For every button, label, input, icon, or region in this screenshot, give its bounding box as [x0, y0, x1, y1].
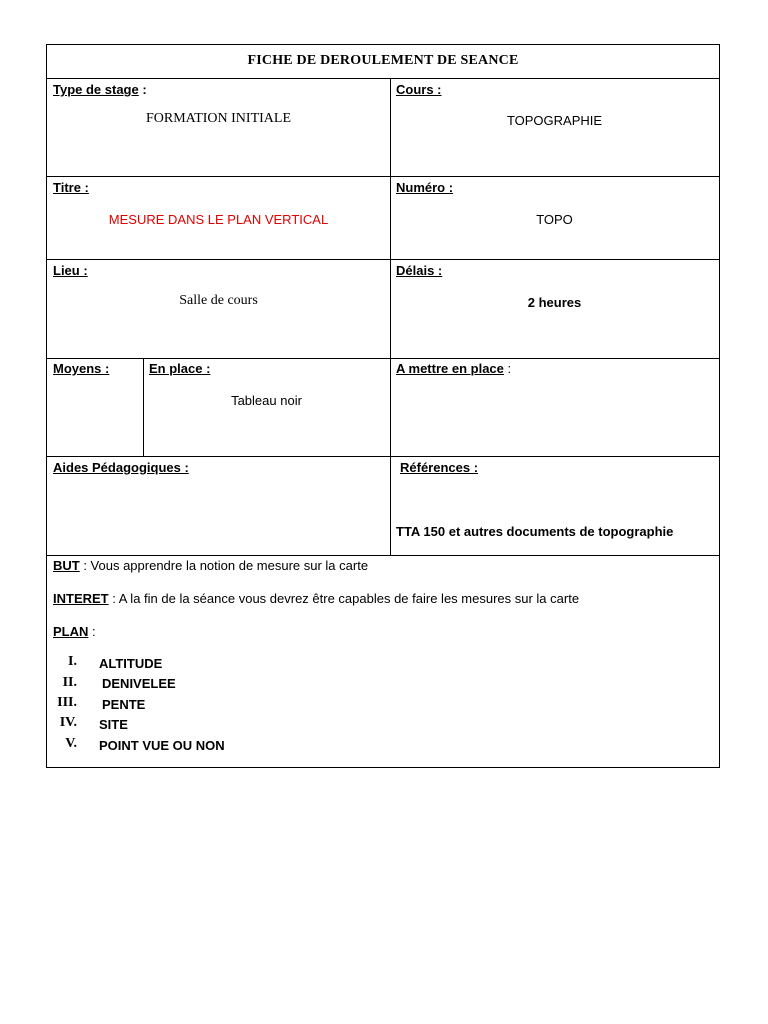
plan-item-number: III. [57, 695, 77, 710]
plan-item-number: II. [62, 675, 77, 690]
aides-label: Aides Pédagogiques : [53, 460, 189, 475]
delais-label: Délais : [396, 263, 443, 278]
cours-value: TOPOGRAPHIE [506, 113, 603, 128]
plan-item-text: DENIVELEE [102, 676, 176, 691]
type-stage-label: Type de stage : [53, 82, 147, 97]
session-sheet [46, 44, 720, 768]
plan-item-text: SITE [99, 717, 128, 732]
plan-item-number: IV. [59, 715, 77, 730]
plan-item-text: PENTE [102, 697, 146, 712]
references-label: Références : [400, 460, 479, 475]
titre-label: Titre : [53, 180, 89, 195]
delais-value: 2 heures [527, 295, 582, 310]
but-line: BUT : Vous apprendre la notion de mesure sur la carte [53, 558, 369, 573]
titre-value: MESURE DANS LE PLAN VERTICAL [108, 212, 329, 227]
en-place-value: Tableau noir [231, 393, 302, 408]
numero-value: TOPO [536, 212, 573, 227]
moyens-label: Moyens : [53, 361, 110, 376]
interet-line: INTERET : A la fin de la séance vous devrez être capables de faire les mesures sur la carte [53, 591, 580, 606]
en-place-label: En place : [149, 361, 211, 376]
plan-label: PLAN : [53, 624, 96, 639]
lieu-value: Salle de cours [179, 293, 258, 308]
lieu-label: Lieu : [53, 263, 88, 278]
cours-label: Cours : [396, 82, 442, 97]
a-mettre-label: A mettre en place : [396, 361, 512, 376]
plan-item-text: ALTITUDE [99, 656, 163, 671]
page-title: FICHE DE DEROULEMENT DE SEANCE [247, 53, 519, 68]
plan-item-number: V. [65, 736, 77, 751]
plan-item-number: I. [68, 654, 77, 669]
references-value: TTA 150 et autres documents de topographie [396, 524, 674, 539]
type-stage-value: FORMATION INITIALE [145, 111, 292, 126]
numero-label: Numéro : [396, 180, 454, 195]
plan-item-text: POINT VUE OU NON [99, 738, 225, 753]
